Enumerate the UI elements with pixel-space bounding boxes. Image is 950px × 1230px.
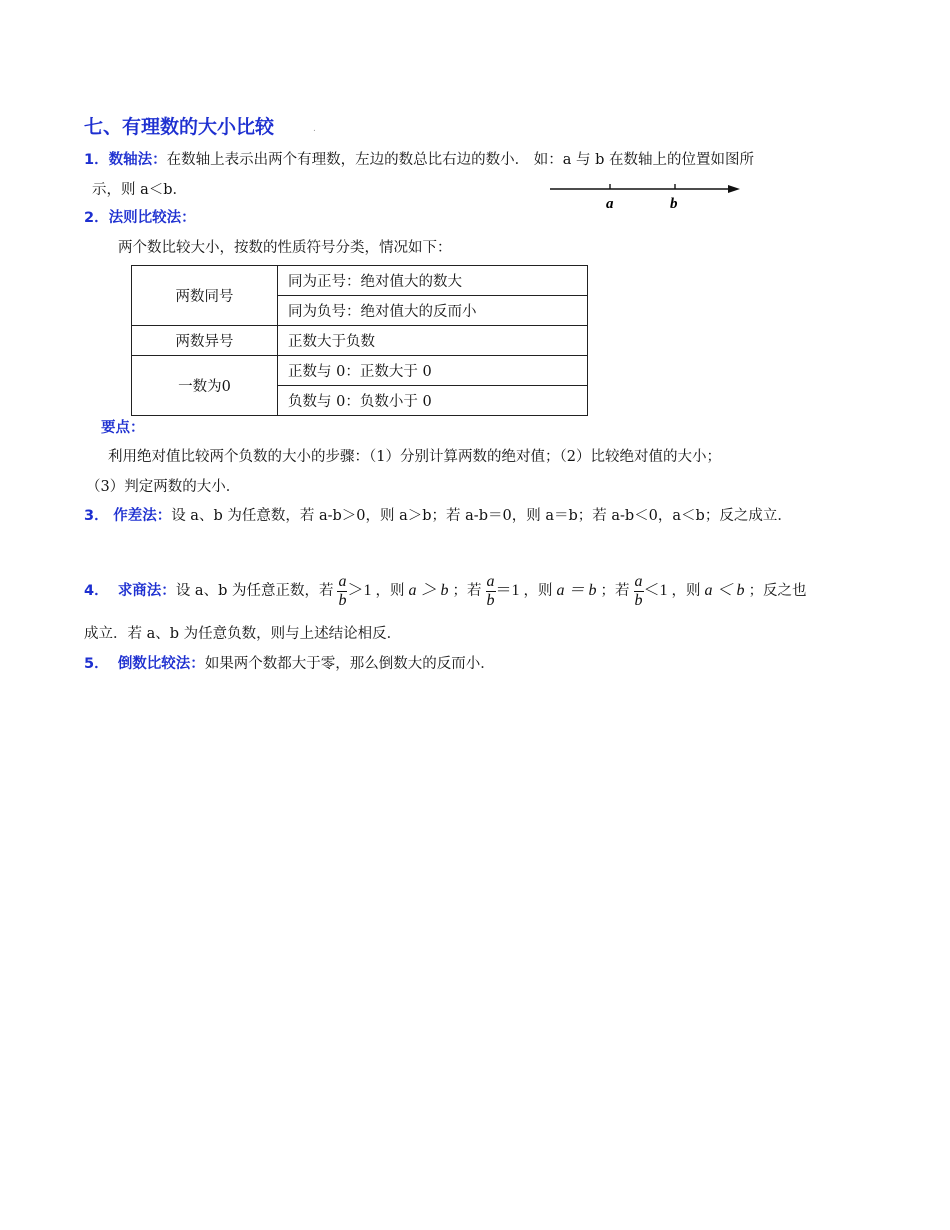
table-cell: 同为正号：绝对值大的数大 — [278, 266, 588, 296]
method-5-keyword: 倒数比较法： — [117, 656, 205, 672]
method-5-text: 如果两个数都大于零，那么倒数大的反而小． — [204, 656, 495, 672]
comparison-table — [131, 265, 588, 416]
method-1-number: 1． — [84, 152, 109, 168]
method-3-keyword: 作差法： — [113, 508, 172, 524]
table-row — [132, 356, 588, 386]
method-5-line — [84, 654, 495, 674]
key-points-text-2: （3）判定两数的大小． — [86, 479, 241, 495]
method-5-number: 5． — [84, 656, 109, 672]
table-group-zero: 一数为0 — [132, 356, 278, 416]
fraction-expression-2: $\frac{a}{b}$ ＝1 — [486, 572, 520, 609]
table-cell: 同为负号：绝对值大的反而小 — [278, 296, 588, 326]
method-2-keyword: 法则比较法： — [108, 210, 196, 226]
method-3-text: 设 a、b 为任意数，若 a-b＞0，则 a＞b；若 a-b＝0，则 a＝b；若 a-b＜0，a＜b；反之成立． — [171, 508, 792, 524]
method-1-text-cont: 示，则 a＜b． — [92, 182, 188, 198]
key-points-text-1: 利用绝对值比较两个负数的大小的步骤：（1）分别计算两数的绝对值；（2）比较绝对值的大小； — [108, 449, 721, 465]
method-3-line — [84, 506, 792, 526]
axis-arrow-icon — [728, 185, 740, 193]
method-4-line-1: 4． 求商法： 设 a、b 为任意正数，若 $\frac{a}{b}$ ＞1 ，则 a ＞ b ；若 $\frac{a}{b}$ ＝1 ，则 a ＝ b ；若 $\frac{a}{b}$ ＜1 ，则 a ＜ b ；反之也 — [84, 572, 807, 609]
method-2-number: 2． — [84, 210, 109, 226]
table-group-same-sign: 两数同号 — [132, 266, 278, 326]
axis-label-a: a — [606, 196, 614, 212]
method-4-keyword: 求商法： — [117, 583, 176, 599]
method-2-intro: 两个数比较大小，按数的性质符号分类，情况如下： — [118, 240, 452, 256]
method-4-text: 设 a、b 为任意正数，若 — [175, 583, 334, 599]
method-1-line-2 — [92, 180, 187, 200]
table-cell: 正数大于负数 — [278, 326, 588, 356]
method-3-number: 3． — [84, 508, 109, 524]
paragraph-mark: . — [313, 124, 316, 134]
method-4-line-2: 成立．若 a、b 为任意负数，则与上述结论相反． — [84, 626, 402, 642]
fraction-expression-1: $\frac{a}{b}$ ＞1 — [338, 572, 372, 609]
section-heading: 七、有理数的大小比较 — [84, 116, 275, 138]
table-group-diff-sign: 两数异号 — [132, 326, 278, 356]
fraction-expression-3: $\frac{a}{b}$ ＜1 — [634, 572, 668, 609]
method-1-text: 在数轴上表示出两个有理数，左边的数总比右边的数小． 如：a 与 b 在数轴上的位置如图所 — [166, 152, 754, 168]
table-cell: 负数与 0：负数小于 0 — [278, 386, 588, 416]
table-cell: 正数与 0：正数大于 0 — [278, 356, 588, 386]
relation-2: a ＝ b — [556, 582, 597, 599]
relation-3: a ＜ b — [704, 582, 745, 599]
table-row — [132, 266, 588, 296]
table-row — [132, 326, 588, 356]
method-1-line-1 — [84, 150, 754, 170]
axis-label-b: b — [670, 196, 678, 212]
method-1-keyword: 数轴法： — [108, 152, 167, 168]
relation-1: a ＞ b — [408, 582, 449, 599]
method-4-number: 4． — [84, 583, 109, 599]
key-points-label: 要点： — [101, 420, 145, 436]
number-line-figure — [548, 180, 748, 214]
method-2-heading — [84, 208, 196, 228]
